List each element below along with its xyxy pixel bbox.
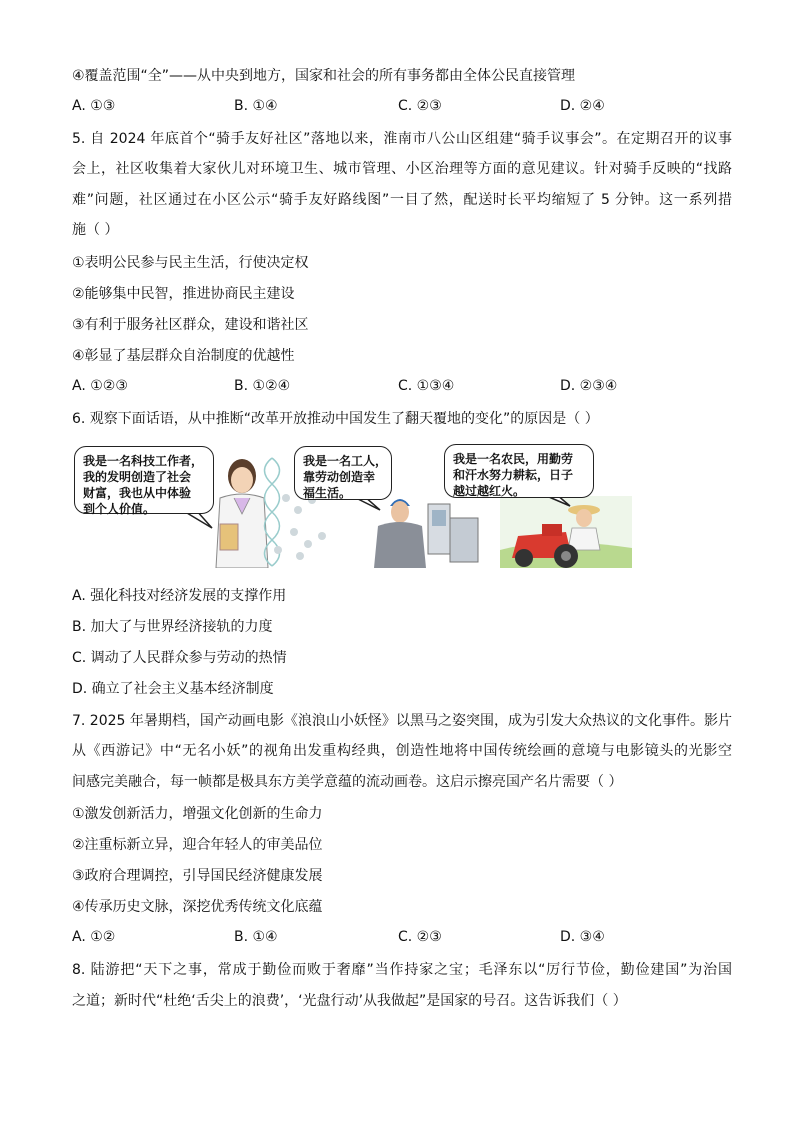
q5-option-b: B. ①②④ xyxy=(234,378,291,394)
molecule-icon xyxy=(274,494,326,560)
scientist-bubble-line: 我的发明创造了社会 xyxy=(83,470,192,484)
q7-stem-line3: 间感完美融合，每一帧都是极具东方美学意蕴的流动画卷。这启示擦亮国产名片需要（ ） xyxy=(72,774,623,790)
scientist-bubble-line: 到个人价值。 xyxy=(83,502,156,516)
q4-option-c: C. ②③ xyxy=(398,98,442,114)
q7-options xyxy=(72,929,732,949)
q5-stem-line3: 难”问题，社区通过在小区公示“骑手友好路线图”一目了然，配送时长平均缩短了 5 分钟。这一系列措 xyxy=(72,192,732,208)
scientist-figure xyxy=(216,459,268,568)
q5-options xyxy=(72,378,732,398)
q6-illustration xyxy=(72,440,632,568)
q5-option-d: D. ②③④ xyxy=(560,378,618,394)
q5-statement-4: ④彰显了基层群众自治制度的优越性 xyxy=(72,348,295,364)
q6-option-c: C. 调动了人民群众参与劳动的热情 xyxy=(72,650,287,666)
worker-bubble-line: 我是一名工人， xyxy=(303,454,388,468)
farmer-bubble-line: 越过越红火。 xyxy=(453,484,526,498)
scientist-speech-bubble xyxy=(74,446,214,514)
q7-statement-1: ①激发创新活力，增强文化创新的生命力 xyxy=(72,806,323,822)
scientist-bubble-line: 财富，我也从中体验 xyxy=(83,486,192,500)
q5-statement-3: ③有利于服务社区群众，建设和谐社区 xyxy=(72,317,309,333)
worker-bubble-line: 靠劳动创造幸 xyxy=(303,470,376,484)
worker-bubble-line: 福生活。 xyxy=(303,486,352,500)
scientist-bubble-line: 我是一名科技工作者， xyxy=(83,454,204,468)
farmer-figure xyxy=(500,496,632,568)
q4-option-b: B. ①④ xyxy=(234,98,278,114)
q4-option-a: A. ①③ xyxy=(72,98,116,114)
q7-statement-4: ④传承历史文脉，深挖优秀传统文化底蕴 xyxy=(72,899,323,915)
farmer-bubble-line: 和汗水努力耕耘，日子 xyxy=(453,468,574,482)
q4-statement-4: ④覆盖范围“全”——从中央到地方，国家和社会的所有事务都由全体公民直接管理 xyxy=(72,68,576,84)
q8-stem-line2: 之道；新时代“杜绝‘舌尖上的浪费’，‘光盘行动’从我做起”是国家的号召。这告诉我们（ ） xyxy=(72,993,627,1009)
q4-options xyxy=(72,98,732,118)
q7-statement-3: ③政府合理调控，引导国民经济健康发展 xyxy=(72,868,323,884)
q5-statement-1: ①表明公民参与民主生活，行使决定权 xyxy=(72,255,309,271)
q5-stem-line4: 施（ ） xyxy=(72,222,119,238)
q7-stem-line1: 7. 2025 年暑期档，国产动画电影《浪浪山小妖怪》以黑马之姿突围，成为引发大众热议的文化事件。影片 xyxy=(72,713,732,729)
q6-option-d: D. 确立了社会主义基本经济制度 xyxy=(72,681,274,697)
farmer-bubble-line: 我是一名农民，用勤劳 xyxy=(453,452,574,466)
q6-option-b: B. 加大了与世界经济接轨的力度 xyxy=(72,619,273,635)
q5-stem-line1: 5. 自 2024 年底首个“骑手友好社区”落地以来，淮南市八公山区组建“骑手议事会”。在定期召开的议事 xyxy=(72,131,732,147)
q5-option-a: A. ①②③ xyxy=(72,378,128,394)
q7-stem-line2: 从《西游记》中“无名小妖”的视角出发重构经典，创造性地将中国传统绘画的意境与电影镜头的光影空 xyxy=(72,743,732,759)
worker-speech-bubble xyxy=(294,446,392,500)
q8-stem-line1: 8. 陆游把“天下之事，常成于勤俭而败于奢靡”当作持家之宝；毛泽东以“厉行节俭，勤俭建国”为治国 xyxy=(72,962,732,978)
q5-statement-2: ②能够集中民智，推进协商民主建设 xyxy=(72,286,295,302)
farmer-speech-bubble xyxy=(444,444,594,498)
worker-figure xyxy=(374,499,478,568)
q4-option-d: D. ②④ xyxy=(560,98,605,114)
q5-stem-line2: 会上，社区收集着大家伙儿对环境卫生、城市管理、小区治理等方面的意见建议。针对骑手反映的“找路 xyxy=(72,161,732,177)
q6-stem: 6. 观察下面话语，从中推断“改革开放推动中国发生了翻天覆地的变化”的原因是（ ） xyxy=(72,411,599,427)
q7-option-a: A. ①② xyxy=(72,929,116,945)
q7-option-c: C. ②③ xyxy=(398,929,442,945)
q7-option-d: D. ③④ xyxy=(560,929,605,945)
q7-statement-2: ②注重标新立异，迎合年轻人的审美品位 xyxy=(72,837,323,853)
q6-option-a: A. 强化科技对经济发展的支撑作用 xyxy=(72,588,287,604)
q5-option-c: C. ①③④ xyxy=(398,378,455,394)
q7-option-b: B. ①④ xyxy=(234,929,278,945)
